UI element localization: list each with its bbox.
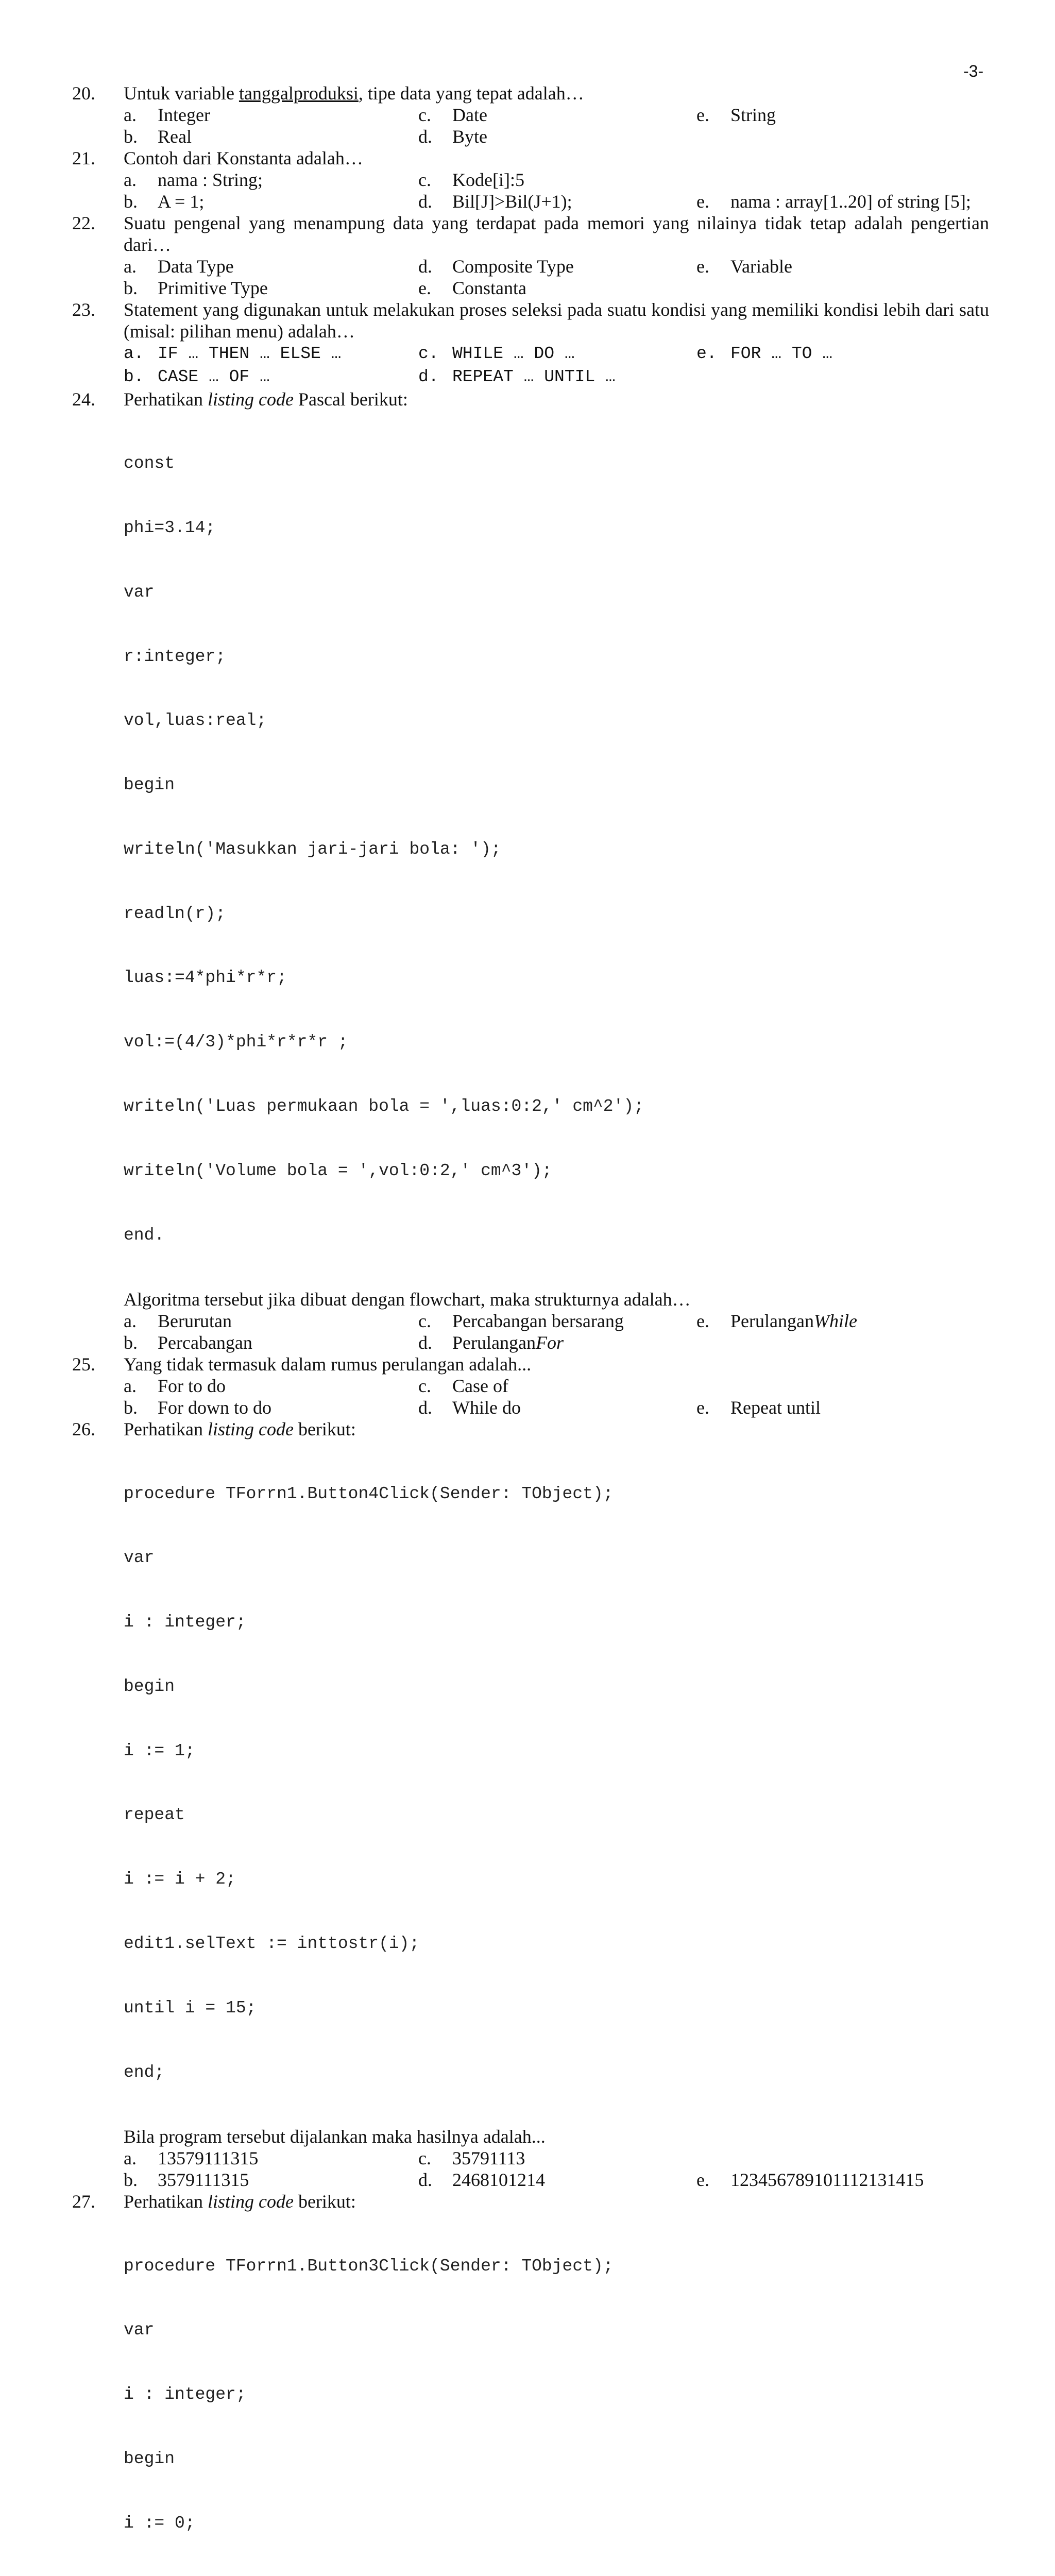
code-line: r:integer;	[124, 647, 226, 666]
code-line: const	[124, 454, 175, 473]
code-line: phi=3.14;	[124, 518, 216, 537]
code-line: writeln('Luas permukaan bola = ',luas:0:2,' cm^2');	[124, 1097, 644, 1116]
question-text: Statement yang digunakan untuk melakukan proses seleksi pada suatu kondisi yang memiliki kondisi lebih dari satu (misal: pilihan menu) adalah…	[124, 299, 989, 342]
question-text: Untuk variable tanggalproduksi, tipe data yang tepat adalah…	[124, 83, 584, 104]
question-number: 21.	[72, 148, 95, 168]
option-a[interactable]: a. Data Type	[124, 256, 234, 277]
question-text: Suatu pengenal yang menampung data yang terdapat pada memori yang nilainya tidak tetap adalah pengertian dari…	[124, 213, 989, 255]
question-text: Yang tidak termasuk dalam rumus perulangan adalah...	[124, 1354, 532, 1375]
question-24	[72, 388, 989, 1353]
option-a[interactable]: a. IF … THEN … ELSE …	[124, 344, 342, 363]
code-line: vol,luas:real;	[124, 711, 267, 731]
option-d[interactable]: d. Perulangan For	[418, 1332, 564, 1353]
code-line: procedure TForrn1.Button3Click(Sender: TObject);	[124, 2256, 614, 2276]
code-line: luas:=4*phi*r*r;	[124, 968, 287, 988]
option-a[interactable]: a. Berurutan	[124, 1311, 232, 1332]
option-a[interactable]: a. For to do	[124, 1376, 226, 1397]
code-line: i := i + 2;	[124, 1870, 236, 1889]
code-line: begin	[124, 775, 175, 795]
option-e[interactable]: e. 123456789101112131415	[696, 2170, 924, 2191]
option-a[interactable]: a. nama : String;	[124, 170, 263, 190]
option-d[interactable]: d. Byte	[418, 126, 487, 147]
question-number: 24.	[72, 389, 95, 410]
code-line: var	[124, 2320, 155, 2340]
option-c[interactable]: c. Percabangan bersarang	[418, 1311, 624, 1332]
question-intro: Perhatikan listing code berikut:	[124, 1419, 356, 1440]
code-line: end.	[124, 1225, 165, 1245]
question-26	[72, 1418, 989, 2191]
page-number: -3-	[963, 62, 984, 80]
option-d[interactable]: d. REPEAT … UNTIL …	[418, 367, 616, 386]
question-intro: Perhatikan listing code berikut:	[124, 2191, 356, 2212]
code-line: procedure TForrn1.Button4Click(Sender: TObject);	[124, 1484, 614, 1503]
option-d[interactable]: d. Bil[J]>Bil(J+1);	[418, 191, 572, 212]
question-number: 27.	[72, 2191, 95, 2212]
code-line: i : integer;	[124, 2385, 246, 2404]
code-line: i := 1;	[124, 1741, 195, 1760]
option-d[interactable]: d. 2468101214	[418, 2170, 545, 2191]
option-c[interactable]: c. Date	[418, 105, 487, 125]
code-line: begin	[124, 1676, 175, 1696]
code-line: var	[124, 1548, 155, 1568]
question-20	[72, 82, 989, 147]
underlined-variable: tanggalproduksi	[239, 83, 359, 104]
question-22	[72, 212, 989, 299]
option-b[interactable]: b. Primitive Type	[124, 278, 268, 298]
code-line: repeat	[124, 1805, 185, 1825]
option-b[interactable]: b. Percabangan	[124, 1332, 252, 1353]
option-b[interactable]: b. CASE … OF …	[124, 367, 270, 386]
code-listing	[124, 410, 989, 1289]
question-text: Bila program tersebut dijalankan maka hasilnya adalah...	[124, 2126, 546, 2147]
code-line: var	[124, 582, 155, 602]
option-e[interactable]: e. FOR … TO …	[696, 344, 833, 363]
question-text: Algoritma tersebut jika dibuat dengan flowchart, maka strukturnya adalah…	[124, 1289, 691, 1310]
code-line: i := 0;	[124, 2513, 195, 2533]
option-c[interactable]: c. WHILE … DO …	[418, 344, 575, 363]
question-21	[72, 147, 989, 212]
code-line: edit1.selText := inttostr(i);	[124, 1934, 420, 1953]
option-e-2[interactable]: e. Constanta	[418, 278, 526, 298]
option-b[interactable]: b. 3579111315	[124, 2170, 249, 2191]
code-line: writeln('Volume bola = ',vol:0:2,' cm^3');	[124, 1161, 552, 1180]
option-e[interactable]: e. Perulangan While	[696, 1311, 857, 1332]
option-e[interactable]: e. String	[696, 105, 776, 125]
question-27	[72, 2191, 989, 2576]
question-25	[72, 1353, 989, 1418]
question-intro: Perhatikan listing code Pascal berikut:	[124, 389, 408, 410]
question-number: 25.	[72, 1354, 95, 1375]
option-d[interactable]: d. While do	[418, 1397, 521, 1418]
option-c[interactable]: c. Case of	[418, 1376, 508, 1397]
code-line: end;	[124, 2062, 165, 2082]
code-line: readln(r);	[124, 904, 226, 923]
option-d[interactable]: d. Composite Type	[418, 256, 574, 277]
question-number: 22.	[72, 213, 95, 233]
question-number: 20.	[72, 83, 95, 104]
option-b[interactable]: b. Real	[124, 126, 192, 147]
option-e[interactable]: e. Variable	[696, 256, 792, 277]
code-line: begin	[124, 2449, 175, 2468]
question-text: Contoh dari Konstanta adalah…	[124, 148, 363, 168]
option-c[interactable]: c. Kode[i]:5	[418, 170, 524, 190]
option-a[interactable]: a. Integer	[124, 105, 210, 125]
question-23	[72, 299, 989, 388]
code-listing	[124, 1440, 989, 2126]
question-number: 23.	[72, 299, 95, 320]
option-c[interactable]: c. 35791113	[418, 2148, 525, 2169]
option-a[interactable]: a. 13579111315	[124, 2148, 259, 2169]
code-line: writeln('Masukkan jari-jari bola: ');	[124, 839, 501, 859]
code-listing	[124, 2212, 989, 2576]
code-line: until i = 15;	[124, 1998, 257, 2018]
option-b[interactable]: b. A = 1;	[124, 191, 205, 212]
code-line: vol:=(4/3)*phi*r*r*r ;	[124, 1032, 348, 1052]
question-number: 26.	[72, 1419, 95, 1440]
question-list	[72, 82, 989, 2576]
option-e[interactable]: e. nama : array[1..20] of string [5];	[696, 191, 971, 212]
code-line: i : integer;	[124, 1613, 246, 1632]
option-b[interactable]: b. For down to do	[124, 1397, 272, 1418]
option-e[interactable]: e. Repeat until	[696, 1397, 821, 1418]
